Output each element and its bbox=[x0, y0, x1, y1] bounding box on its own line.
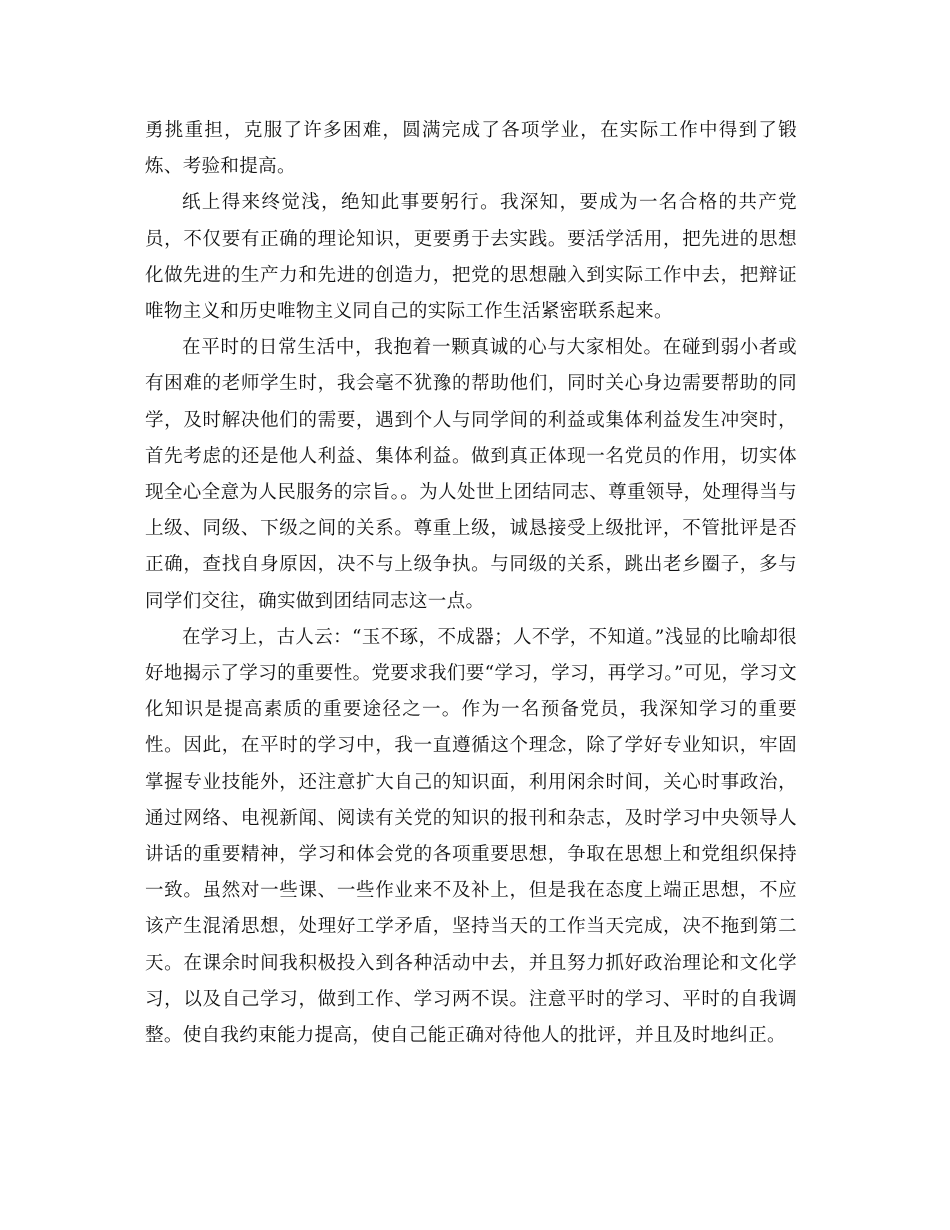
paragraph-continuation: 勇挑重担，克服了许多困难，圆满完成了各项学业，在实际工作中得到了锻炼、考验和提高。 bbox=[145, 120, 797, 178]
paragraph-daily-life: 在平时的日常生活中，我抱着一颗真诚的心与大家相处。在碰到弱小者或有困难的老师学生时，我会毫不犹豫的帮助他们，同时关心身边需要帮助的同学，及时解决他们的需要，遇到个人与同学间的利益或集体利益发生冲突时，首先考虑的还是他人利益、集体利益。做到真正体现一名党员的作用，切实体现全心全意为人民服务的宗旨。。为人处世上团结同志、尊重领导，处理得当与上级、同级、下级之间的关系。尊重上级，诚恳接受上级批评，不管批评是否正确，查找自身原因，决不与上级争执。与同级的关系，跳出老乡圈子，多与同学们交往，确实做到团结同志这一点。 bbox=[145, 337, 797, 612]
paragraph-study: 在学习上，古人云：“玉不琢，不成器；人不学，不知道。”浅显的比喻却很好地揭示了学习的重要性。党要求我们要“学习，学习，再学习。”可见，学习文化知识是提高素质的重要途径之一。作为一名预备党员，我深知学习的重要性。因此，在平时的学习中，我一直遵循这个理念，除了学好专业知识，牢固掌握专业技能外，还注意扩大自己的知识面，利用闲余时间，关心时事政治，通过网络、电视新闻、阅读有关党的知识的报刊和杂志，及时学习中央领导人讲话的重要精神，学习和体会党的各项重要思想，争取在思想上和党组织保持一致。虽然对一些课、一些作业来不及补上，但是我在态度上端正思想，不应该产生混淆思想，处理好工学矛盾，坚持当天的工作当天完成，决不拖到第二天。在课余时间我积极投入到各种活动中去，并且努力抓好政治理论和文化学习，以及自己学习，做到工作、学习两不误。注意平时的学习、平时的自我调整。使自我约束能力提高，使自己能正确对待他人的批评，并且及时地纠正。 bbox=[145, 626, 797, 1047]
paragraph-practice: 纸上得来终觉浅，绝知此事要躬行。我深知，要成为一名合格的共产党员，不仅要有正确的理论知识，更要勇于去实践。要活学活用，把先进的思想化做先进的生产力和先进的创造力，把党的思想融入到实际工作中去，把辩证唯物主义和历史唯物主义同自己的实际工作生活紧密联系起来。 bbox=[145, 192, 797, 323]
document-page bbox=[145, 113, 797, 1054]
